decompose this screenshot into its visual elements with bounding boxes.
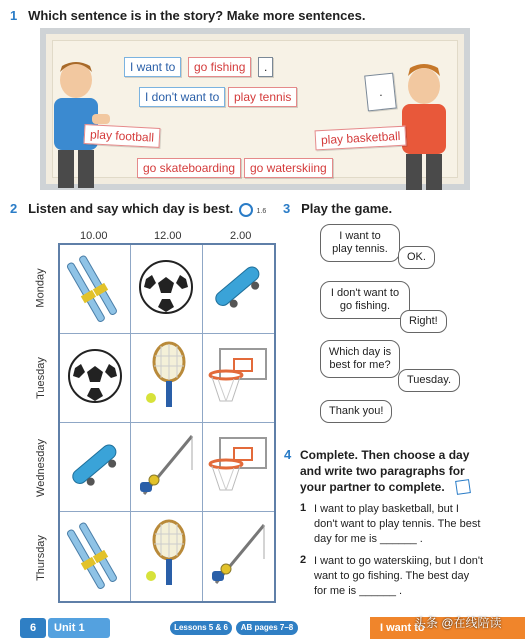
schedule-grid xyxy=(58,243,276,603)
grid-cell-wednesday-3 xyxy=(203,423,274,512)
grid-cell-monday-1 xyxy=(60,245,131,334)
card-go-waterskiing: go waterskiing xyxy=(244,158,333,178)
section4-number: 4 xyxy=(284,447,292,462)
bubble-ok: OK. xyxy=(398,246,435,269)
card-held-dot: . xyxy=(364,73,397,112)
card-go-fishing: go fishing xyxy=(188,57,251,77)
lessons-box xyxy=(170,621,232,635)
bubble-thank-you: Thank you! xyxy=(320,400,392,423)
section2-number: 2 xyxy=(10,201,18,216)
tennis-racket-icon xyxy=(141,518,191,595)
football-icon xyxy=(136,257,196,322)
card-play-basketball: play basketball xyxy=(315,126,407,151)
page-number-box xyxy=(20,618,46,638)
section1-number: 1 xyxy=(10,8,18,23)
card-dont-want: I don't want to xyxy=(139,87,225,107)
section3-title: Play the game. xyxy=(301,201,393,216)
bubble-right: Right! xyxy=(400,310,447,333)
audio-cd-icon[interactable] xyxy=(239,203,253,217)
tennis-racket-icon xyxy=(141,340,191,417)
fishing-rod-icon xyxy=(206,519,270,594)
skateboard-icon xyxy=(206,255,270,324)
grid-cell-tuesday-3 xyxy=(203,334,274,423)
ab-pages-box xyxy=(236,621,298,635)
time-col-2: 12.00 xyxy=(154,230,182,242)
skateboard-icon xyxy=(63,433,127,502)
grid-cell-tuesday-2 xyxy=(131,334,202,423)
card-dot: . xyxy=(258,57,273,77)
card-i-want-to: I want to xyxy=(124,57,181,77)
section2-header xyxy=(10,201,266,217)
grid-cell-wednesday-2 xyxy=(131,423,202,512)
basketball-hoop-icon xyxy=(206,434,270,501)
unit-label: Unit 1 xyxy=(54,622,85,634)
section4-title: Complete. Then choose a day and write two paragraphs for your partner to complete. xyxy=(300,448,470,494)
watermark: 头条 @在线陪读 xyxy=(414,616,502,630)
page-number: 6 xyxy=(29,622,37,634)
football-icon xyxy=(65,346,125,411)
section1-title: Which sentence is in the story? Make more sentences. xyxy=(28,8,366,23)
fishing-rod-icon xyxy=(134,430,198,505)
grid-cell-wednesday-1 xyxy=(60,423,131,512)
bubble-which-day: Which day is best for me? xyxy=(320,340,400,378)
day-monday: Monday xyxy=(35,268,48,308)
card-go-skateboarding: go skateboarding xyxy=(137,158,241,178)
bubble-dont-fishing: I don't want to go fishing. xyxy=(320,281,410,319)
item1-number: 1 xyxy=(300,502,307,514)
grid-cell-monday-2 xyxy=(131,245,202,334)
skis-icon xyxy=(65,519,125,594)
footer-right-text: I want to xyxy=(380,622,425,634)
item1-text: I want to play basketball, but I don't want to play tennis. The best day for me is ______ . xyxy=(314,503,481,545)
bubble-want-tennis: I want to play tennis. xyxy=(320,224,400,262)
section3-header xyxy=(283,201,392,216)
section1-header xyxy=(10,8,365,23)
day-tuesday: Tuesday xyxy=(35,357,48,399)
section3-number: 3 xyxy=(283,201,291,216)
item2-text: I want to go waterskiing, but I don't want to go fishing. The best day for me is ______ . xyxy=(314,555,484,597)
unit-box xyxy=(48,618,110,638)
track-number: 1.6 xyxy=(256,208,267,215)
grid-cell-tuesday-1 xyxy=(60,334,131,423)
skis-icon xyxy=(65,252,125,327)
time-col-3: 2.00 xyxy=(230,230,252,242)
item2-number: 2 xyxy=(300,554,307,566)
card-play-football: play football xyxy=(84,124,161,148)
bubble-tuesday: Tuesday. xyxy=(398,369,460,392)
basketball-hoop-icon xyxy=(206,345,270,412)
section2-title: Listen and say which day is best. xyxy=(28,201,234,216)
grid-cell-thursday-2 xyxy=(131,512,202,601)
day-wednesday: Wednesday xyxy=(35,439,48,497)
card-play-tennis: play tennis xyxy=(228,87,297,107)
day-thursday: Thursday xyxy=(35,535,48,581)
ab-pages-label: AB pages 7–8 xyxy=(240,623,294,632)
grid-cell-monday-3 xyxy=(203,245,274,334)
notebook-icon xyxy=(455,479,471,495)
grid-cell-thursday-1 xyxy=(60,512,131,601)
time-col-1: 10.00 xyxy=(80,230,108,242)
lessons-label: Lessons 5 & 6 xyxy=(174,623,228,632)
grid-cell-thursday-3 xyxy=(203,512,274,601)
